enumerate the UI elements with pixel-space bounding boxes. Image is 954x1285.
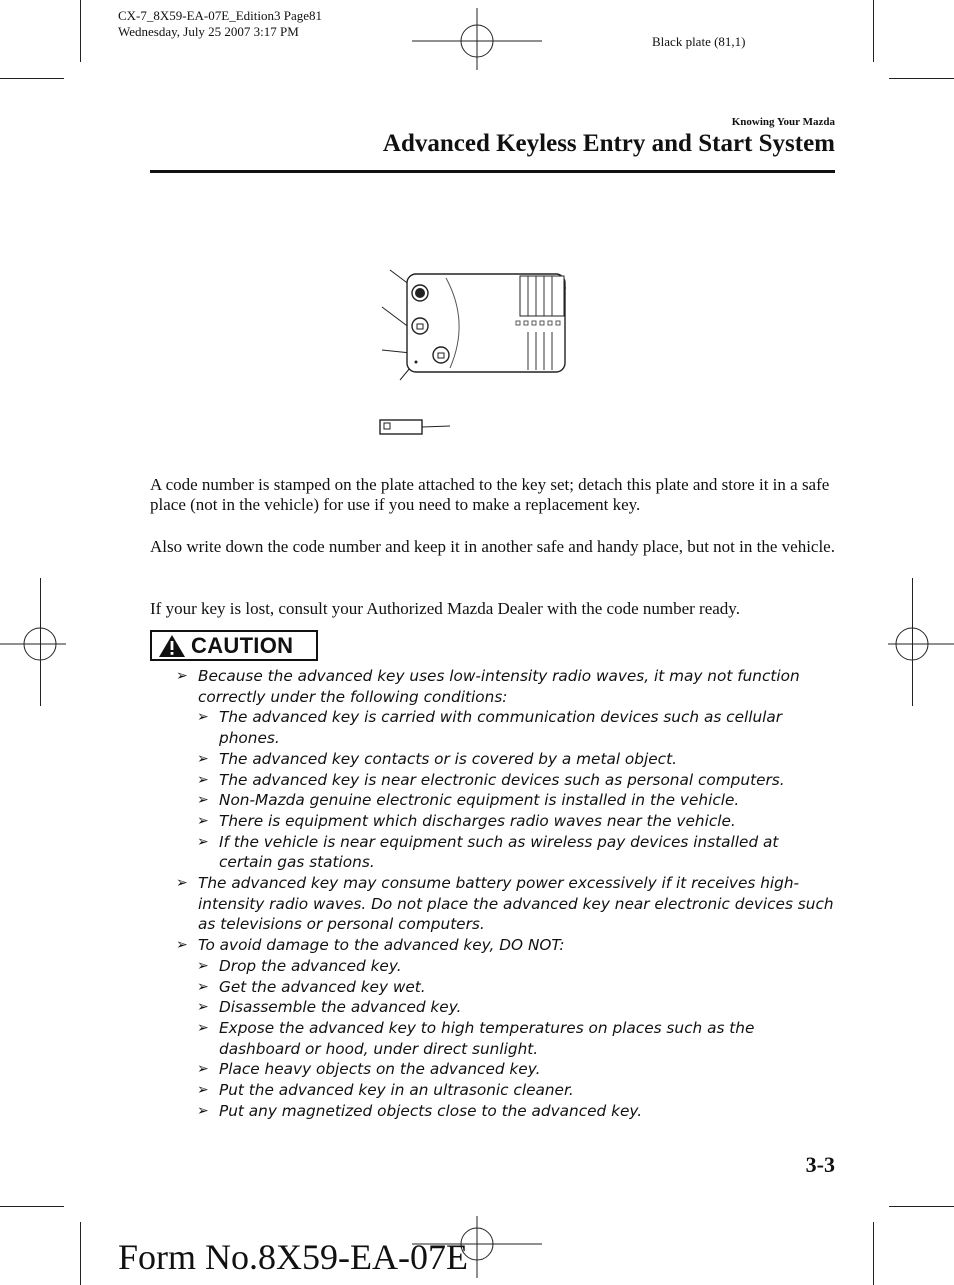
caution-text: Place heavy objects on the advanced key. [219,1060,541,1079]
code-plate-icon [380,420,450,434]
caution-text: Non-Mazda genuine electronic equipment is installed in the vehicle. [219,791,740,810]
section-label: Knowing Your Mazda [731,116,835,128]
caution-subitem [176,997,836,1018]
caution-subitem [176,790,836,811]
print-info [118,8,322,40]
caution-text: Expose the advanced key to high temperatures on places such as the dashboard or hood, under direct sunlight. [219,1018,755,1058]
bullet-arrow-icon: ➢ [197,1019,209,1036]
print-info-line-1: CX-7_8X59-EA-07E_Edition3 Page81 [118,8,323,23]
caution-list [176,666,836,1121]
caution-subitem [176,770,836,791]
caution-subitem [176,1080,836,1101]
bullet-arrow-icon: ➢ [197,833,209,850]
bullet-arrow-icon: ➢ [197,1102,209,1119]
registration-mark-top [412,8,544,70]
caution-subitem [176,1101,836,1122]
bullet-arrow-icon: ➢ [197,1082,209,1099]
plate-label: Black plate (81,1) [652,34,746,49]
page-number: 3-3 [805,1152,835,1177]
caution-text: The advanced key contacts or is covered by a metal object. [219,749,677,768]
paragraph-write-down: Also write down the code number and keep it in another safe and handy place, but not in the vehicle. [150,537,835,556]
bullet-arrow-icon: ➢ [197,771,209,788]
caution-subitem [176,749,836,770]
form-number: Form No.8X59-EA-07E [118,1237,468,1277]
title-rule [150,170,835,173]
caution-text: If the vehicle is near equipment such as wireless pay devices installed at certain gas stations. [219,832,779,872]
caution-subitem [176,977,836,998]
bullet-arrow-icon: ➢ [197,750,209,767]
caution-text: The advanced key may consume battery power excessively if it receives high-intensity radio waves. Do not place the advanced key near electronic devices such as televisions or personal computers. [198,874,834,934]
paragraph-code-number: A code number is stamped on the plate attached to the key set; detach this plate and store it in a safe place (not in the vehicle) for use if you need to make a replacement key. [150,475,830,514]
caution-item [176,666,836,707]
registration-mark-right [886,610,954,678]
caution-header [150,630,318,661]
bullet-arrow-icon: ➢ [176,668,188,684]
caution-subitem [176,707,836,748]
advanced-key-illustration [370,262,590,442]
caution-text: To avoid damage to the advanced key, DO NOT: [198,936,565,955]
bullet-arrow-icon: ➢ [197,812,209,829]
caution-text: Put any magnetized objects close to the advanced key. [219,1101,643,1120]
caution-text: Put the advanced key in an ultrasonic cleaner. [219,1081,574,1100]
caution-text: Disassemble the advanced key. [219,998,462,1017]
bullet-arrow-icon: ➢ [197,792,209,809]
caution-text: The advanced key is near electronic devices such as personal computers. [219,770,785,789]
registration-mark-left [0,610,68,678]
caution-label: CAUTION [191,632,294,658]
caution-subitem [176,1059,836,1080]
caution-text: Get the advanced key wet. [219,977,426,996]
caution-text: Drop the advanced key. [219,956,402,975]
bullet-arrow-icon: ➢ [197,709,209,726]
caution-subitem [176,1018,836,1059]
caution-subitem [176,811,836,832]
caution-item [176,935,836,956]
caution-text: There is equipment which discharges radio waves near the vehicle. [219,811,736,830]
bullet-arrow-icon: ➢ [197,978,209,995]
key-fob-icon [407,274,565,372]
bullet-arrow-icon: ➢ [176,875,188,892]
bullet-arrow-icon: ➢ [176,937,188,954]
bullet-arrow-icon: ➢ [197,957,209,974]
page-title: Advanced Keyless Entry and Start System [382,130,835,157]
paragraph-lost-key: If your key is lost, consult your Authorized Mazda Dealer with the code number ready. [150,599,740,618]
caution-item [176,873,836,935]
bullet-arrow-icon: ➢ [197,1061,209,1078]
caution-text: Because the advanced key uses low-intensity radio waves, it may not function correctly under the following conditions: [198,667,800,706]
bullet-arrow-icon: ➢ [197,999,209,1016]
caution-text: The advanced key is carried with communication devices such as cellular phones. [219,708,783,748]
caution-subitem [176,956,836,977]
caution-subitem [176,832,836,873]
warning-icon [158,634,186,658]
print-info-line-2: Wednesday, July 25 2007 3:17 PM [118,24,299,39]
